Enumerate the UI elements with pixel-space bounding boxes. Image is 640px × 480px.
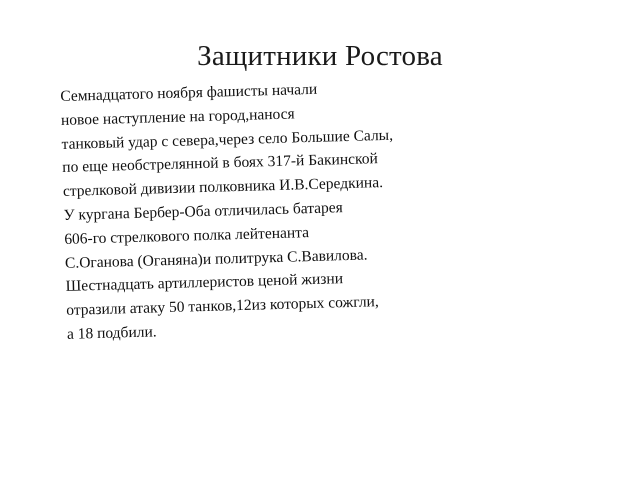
text-line: по еще необстрелянной в боях 317-й Бакинской [62, 150, 379, 177]
text-line: новое наступление на город,нанося [60, 105, 295, 129]
text-line: Шестнадцать артиллеристов ценой жизни [65, 270, 344, 296]
text-line: а 18 подбили. [66, 323, 157, 343]
text-line: Семнадцатого ноября фашисты начали [60, 80, 318, 105]
text-line: У кургана Бербер-Оба отличилась батарея [63, 199, 344, 224]
text-line: 606-го стрелкового полка лейтенанта [64, 223, 310, 248]
text-line: отразили атаку 50 танков,12из которых сожгли, [66, 293, 379, 320]
text-line: С.Оганова (Оганяна)и политрука С.Вавилова. [64, 246, 368, 272]
text-line: танковый удар с севера,через село Большие Салы, [61, 126, 394, 153]
slide-title: Защитники Ростова [197, 40, 443, 72]
text-line: стрелковой дивизии полковника И.В.Середкина. [62, 174, 384, 201]
slide-body-text [60, 73, 497, 347]
